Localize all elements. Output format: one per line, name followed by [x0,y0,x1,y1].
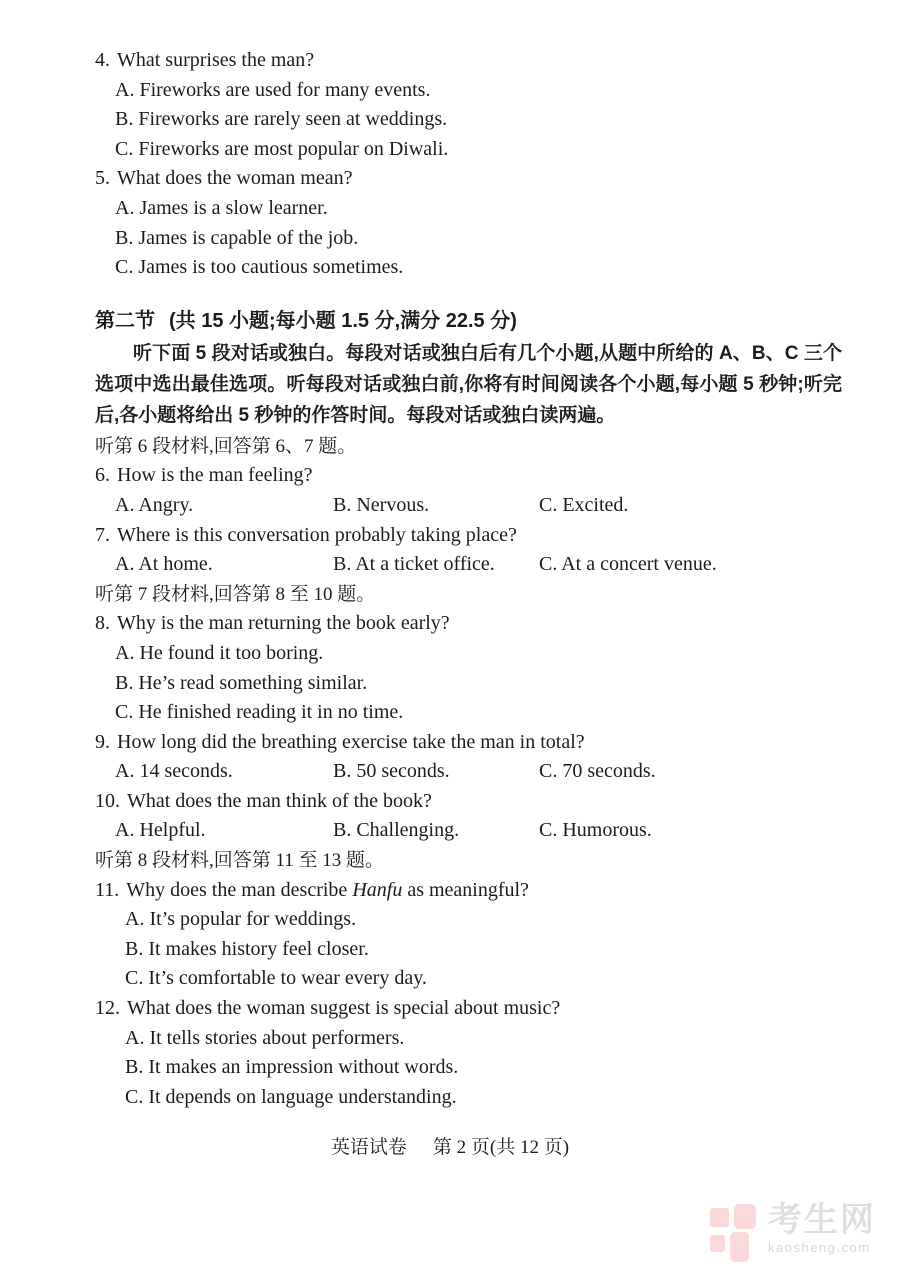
question-8-text [95,609,842,639]
watermark-text [768,1200,876,1256]
question-text-pre: Why does the man describe [126,878,353,901]
question-text: Why is the man returning the book early? [117,612,450,635]
kaosheng-watermark [710,1200,876,1262]
listening-cue-material-6: 听第 6 段材料,回答第 6、7 题。 [95,435,357,457]
option-b: B. Fireworks are rarely seen at weddings. [115,108,448,131]
watermark-site-name: 考生网 [768,1201,876,1239]
question-11-text [95,876,842,906]
question-number: 11. [95,878,120,901]
exam-page-content [95,46,842,1112]
question-text: What does the woman suggest is special about music? [127,997,561,1020]
question-6 [95,461,842,520]
section-score-note: (共 15 小题;每小题 1.5 分,满分 22.5 分) [169,309,517,332]
question-text: What surprises the man? [117,49,315,71]
question-6-text [95,461,842,491]
question-10-text [95,787,842,817]
option-a: A. At home. [115,553,213,576]
paper-title: 英语试卷 [330,1137,407,1158]
option-b: B. Nervous. [333,493,430,516]
kaosheng-logo-icon [710,1204,760,1262]
option-a: A. It’s popular for weddings. [125,908,357,931]
question-10 [95,787,842,846]
listening-cue-material-7: 听第 7 段材料,回答第 8 至 10 题。 [95,583,376,605]
question-number: 6. [95,464,110,487]
watermark-site-domain: kaosheng.com [768,1240,871,1255]
option-a: A. Angry. [115,493,194,516]
question-text-italic-term: Hanfu [352,878,403,901]
option-c: C. It depends on language understanding. [125,1085,457,1108]
option-b: B. At a ticket office. [333,553,495,576]
options-row [95,816,842,846]
option-a: A. Fireworks are used for many events. [115,78,431,101]
question-12 [95,994,842,1112]
listening-cue-material-8: 听第 8 段材料,回答第 11 至 13 题。 [95,850,385,872]
section-title: 第二节 [95,309,155,332]
option-b: B. 50 seconds. [333,760,450,783]
question-7-text [95,521,842,551]
option-a: A. He found it too boring. [115,641,324,664]
question-9 [95,728,842,787]
option-c: C. Excited. [539,493,629,516]
question-text: How is the man feeling? [117,464,313,487]
option-c: C. Humorous. [539,819,652,842]
question-number: 7. [95,523,110,546]
question-8 [95,609,842,727]
question-number: 5. [95,167,110,190]
options-row [95,757,842,787]
question-number: 10. [95,789,120,812]
section-2-heading [95,306,842,336]
question-text-post: as meaningful? [402,878,529,901]
options-row [95,491,842,521]
option-c: C. Fireworks are most popular on Diwali. [115,137,449,160]
option-a: A. It tells stories about performers. [125,1026,405,1049]
option-b: B. It makes an impression without words. [125,1056,459,1079]
option-b: B. Challenging. [333,819,460,842]
option-c: C. 70 seconds. [539,760,656,783]
question-text: What does the woman mean? [117,167,353,190]
option-a: A. 14 seconds. [115,760,233,783]
question-11 [95,876,842,994]
options-row [95,550,842,580]
question-4 [95,46,842,164]
question-number: 4. [95,49,110,71]
question-number: 9. [95,730,110,753]
option-c: C. It’s comfortable to wear every day. [125,967,427,990]
question-number: 12. [95,997,120,1020]
question-text: What does the man think of the book? [127,789,432,812]
question-12-text [95,994,842,1024]
section-2-instructions: 听下面 5 段对话或独白。每段对话或独白后有几个小题,从题中所给的 A、B、C 三个选项中选出最佳选项。听每段对话或独白前,你将有时间阅读各个小题,每小题 5 秒钟;听完后,各小题将给出 5 秒钟的作答时间。每段对话或独白读两遍。 [95,342,842,426]
question-7 [95,521,842,580]
option-c: C. James is too cautious sometimes. [115,256,404,279]
question-5 [95,164,842,282]
question-5-text [95,164,842,194]
question-number: 8. [95,612,110,635]
page-footer [0,1132,900,1159]
page-indicator: 第 2 页(共 12 页) [432,1137,570,1158]
question-text: How long did the breathing exercise take the man in total? [117,730,585,753]
question-text: Where is this conversation probably taking place? [117,523,517,546]
option-a: A. Helpful. [115,819,206,842]
question-9-text [95,728,842,758]
option-a: A. James is a slow learner. [115,196,328,219]
option-b: B. He’s read something similar. [115,671,368,694]
option-c: C. At a concert venue. [539,553,717,576]
question-4-text [95,46,842,76]
option-b: B. It makes history feel closer. [125,937,369,960]
option-b: B. James is capable of the job. [115,226,359,249]
option-c: C. He finished reading it in no time. [115,701,404,724]
